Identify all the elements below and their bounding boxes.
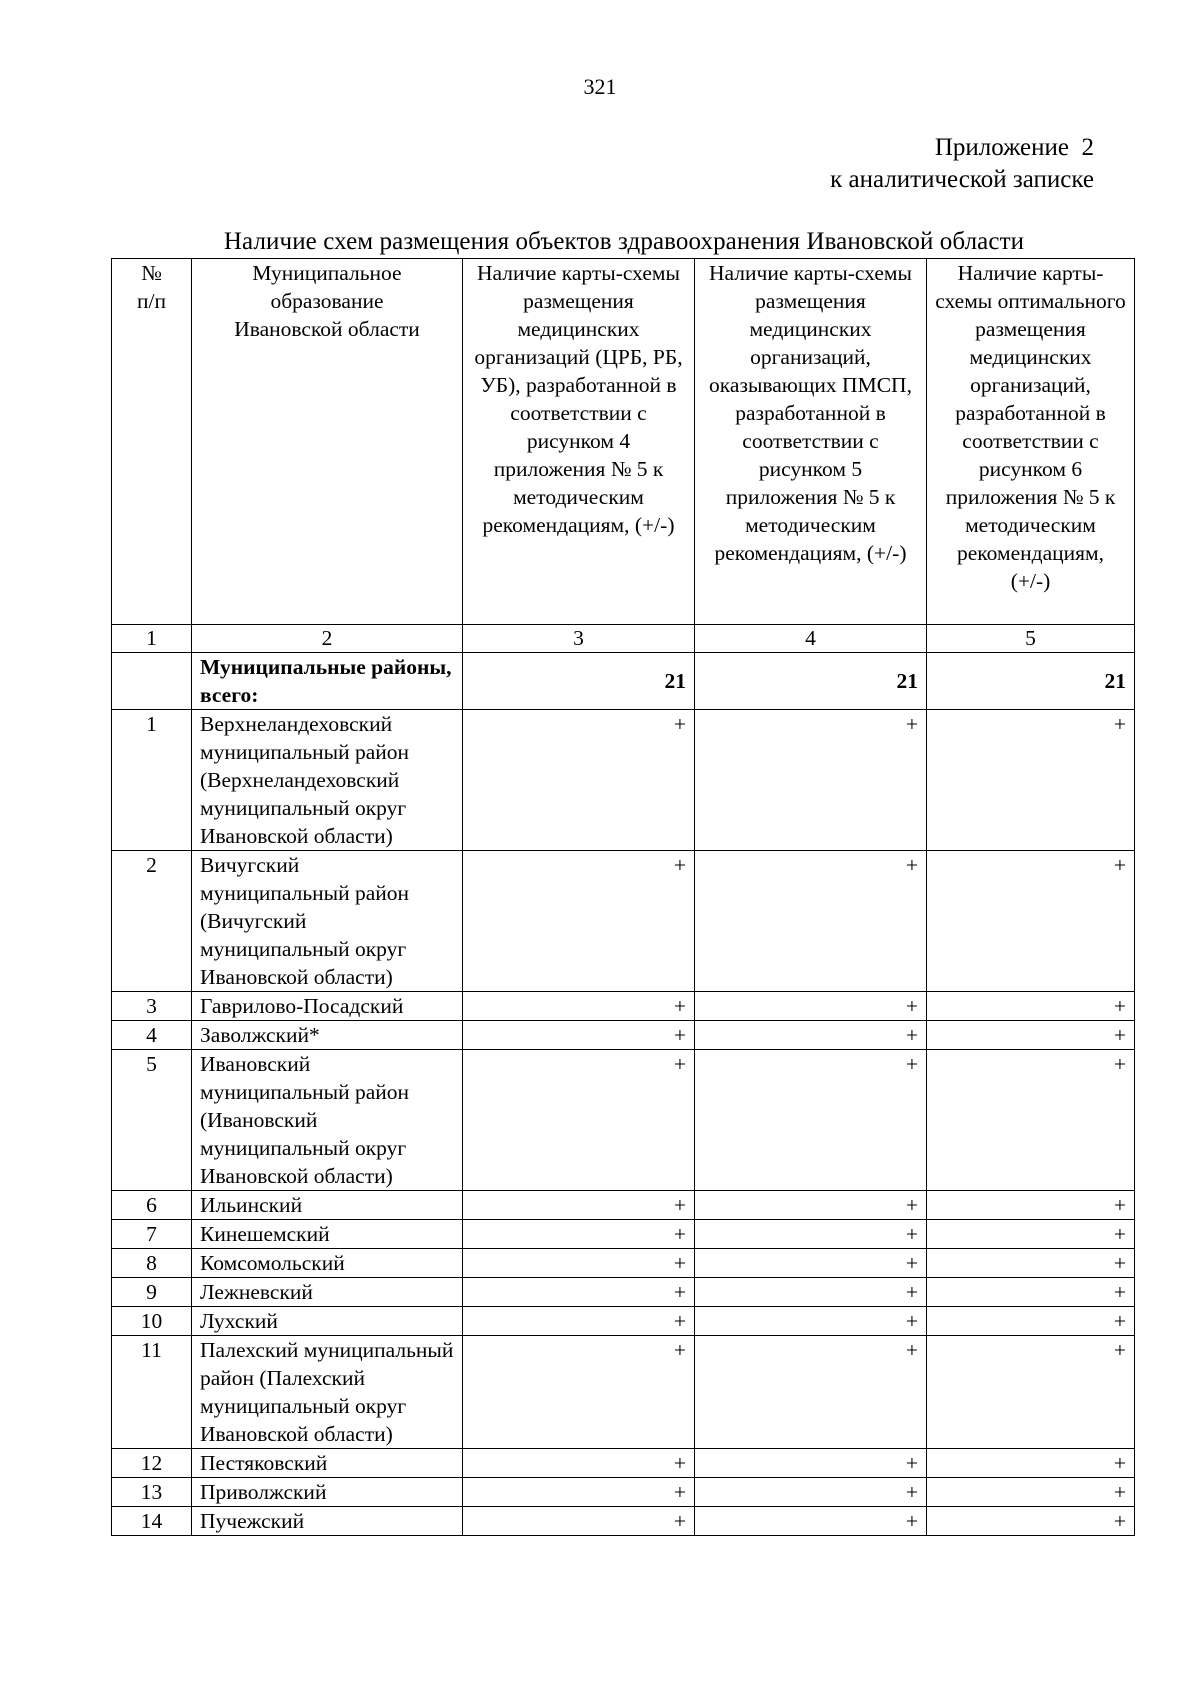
health-facilities-table (111, 258, 1135, 1536)
municipality-name: Палехский муниципальный район (Палехский муниципальный округ Ивановской области) (192, 1336, 463, 1449)
row-number: 6 (112, 1191, 192, 1220)
map-crb-mark: + (463, 1307, 695, 1336)
column-number: 5 (927, 625, 1135, 653)
page-number: 321 (583, 74, 617, 99)
municipality-name: Ивановский муниципальный район (Ивановский муниципальный округ Ивановской области) (192, 1050, 463, 1191)
table-row (112, 992, 1135, 1021)
map-optimal-mark: + (927, 1191, 1135, 1220)
table-row (112, 1278, 1135, 1307)
row-number: 1 (112, 710, 192, 851)
municipality-name: Гаврилово-Посадский (192, 992, 463, 1021)
map-crb-mark: + (463, 1449, 695, 1478)
row-number: 12 (112, 1449, 192, 1478)
total-number-cell (112, 653, 192, 710)
table-row (112, 1220, 1135, 1249)
table-row (112, 851, 1135, 992)
total-value: 21 (927, 653, 1135, 710)
municipality-name: Комсомольский (192, 1249, 463, 1278)
row-number: 11 (112, 1336, 192, 1449)
municipality-name: Вичугский муниципальный район (Вичугский муниципальный округ Ивановской области) (192, 851, 463, 992)
map-pmsp-mark: + (695, 1249, 927, 1278)
map-pmsp-mark: + (695, 1191, 927, 1220)
map-optimal-mark: + (927, 710, 1135, 851)
municipality-name: Лухский (192, 1307, 463, 1336)
municipality-name: Приволжский (192, 1478, 463, 1507)
map-optimal-mark: + (927, 1050, 1135, 1191)
row-number: 4 (112, 1021, 192, 1050)
map-optimal-mark: + (927, 1021, 1135, 1050)
map-crb-mark: + (463, 1249, 695, 1278)
document-title: Наличие схем размещения объектов здравоохранения Ивановской области (223, 228, 1025, 255)
map-pmsp-mark: + (695, 1449, 927, 1478)
map-pmsp-mark: + (695, 1478, 927, 1507)
map-pmsp-mark: + (695, 710, 927, 851)
column-number-row (112, 625, 1135, 653)
header-map-pmsp: Наличие карты-схемы размещения медицинских организаций, оказывающих ПМСП, разработанной в соответствии с рисунком 5 приложения № 5 к методическим рекомендациям, (+/-) (695, 259, 927, 625)
table-row (112, 1449, 1135, 1478)
total-value: 21 (695, 653, 927, 710)
appendix-line-1: Приложение 2 (934, 134, 1094, 161)
table-row (112, 1507, 1135, 1536)
map-optimal-mark: + (927, 851, 1135, 992)
row-number: 7 (112, 1220, 192, 1249)
row-number: 14 (112, 1507, 192, 1536)
table-row (112, 1307, 1135, 1336)
map-crb-mark: + (463, 992, 695, 1021)
table-row (112, 710, 1135, 851)
map-crb-mark: + (463, 1050, 695, 1191)
map-crb-mark: + (463, 1336, 695, 1449)
row-number: 3 (112, 992, 192, 1021)
municipality-name: Лежневский (192, 1278, 463, 1307)
table-row (112, 1191, 1135, 1220)
map-optimal-mark: + (927, 1220, 1135, 1249)
table-body (112, 259, 1135, 1536)
map-crb-mark: + (463, 1191, 695, 1220)
row-number: 13 (112, 1478, 192, 1507)
map-crb-mark: + (463, 1278, 695, 1307)
map-optimal-mark: + (927, 1507, 1135, 1536)
header-map-optimal: Наличие карты-схемы оптимального размещения медицинских организаций, разработанной в соответствии с рисунком 6 приложения № 5 к методическим рекомендациям, (+/-) (927, 259, 1135, 625)
map-optimal-mark: + (927, 1278, 1135, 1307)
map-crb-mark: + (463, 1478, 695, 1507)
map-crb-mark: + (463, 1220, 695, 1249)
map-optimal-mark: + (927, 992, 1135, 1021)
table-row (112, 1336, 1135, 1449)
row-number: 2 (112, 851, 192, 992)
municipality-name: Пестяковский (192, 1449, 463, 1478)
municipality-name: Заволжский* (192, 1021, 463, 1050)
table-row (112, 1050, 1135, 1191)
row-number: 8 (112, 1249, 192, 1278)
total-label: Муниципальные районы, всего: (192, 653, 463, 710)
map-optimal-mark: + (927, 1449, 1135, 1478)
total-value: 21 (463, 653, 695, 710)
map-optimal-mark: + (927, 1336, 1135, 1449)
column-number: 3 (463, 625, 695, 653)
table-header-row (112, 259, 1135, 625)
total-row (112, 653, 1135, 710)
map-crb-mark: + (463, 851, 695, 992)
table-row (112, 1478, 1135, 1507)
map-optimal-mark: + (927, 1307, 1135, 1336)
municipality-name: Ильинский (192, 1191, 463, 1220)
header-municipality: Муниципальное образование Ивановской области (192, 259, 463, 625)
map-pmsp-mark: + (695, 1507, 927, 1536)
header-map-crb: Наличие карты-схемы размещения медицинских организаций (ЦРБ, РБ, УБ), разработанной в соответствии с рисунком 4 приложения № 5 к методическим рекомендациям, (+/-) (463, 259, 695, 625)
municipality-name: Кинешемский (192, 1220, 463, 1249)
map-optimal-mark: + (927, 1478, 1135, 1507)
map-pmsp-mark: + (695, 1278, 927, 1307)
column-number: 1 (112, 625, 192, 653)
table-row (112, 1249, 1135, 1278)
appendix-line-2: к аналитической записке (830, 166, 1094, 193)
row-number: 5 (112, 1050, 192, 1191)
municipality-name: Пучежский (192, 1507, 463, 1536)
map-optimal-mark: + (927, 1249, 1135, 1278)
map-pmsp-mark: + (695, 1021, 927, 1050)
row-number: 9 (112, 1278, 192, 1307)
row-number: 10 (112, 1307, 192, 1336)
column-number: 2 (192, 625, 463, 653)
column-number: 4 (695, 625, 927, 653)
table-row (112, 1021, 1135, 1050)
header-number: № п/п (112, 259, 192, 625)
map-pmsp-mark: + (695, 1336, 927, 1449)
map-crb-mark: + (463, 1021, 695, 1050)
map-pmsp-mark: + (695, 1220, 927, 1249)
municipality-name: Верхнеландеховский муниципальный район (Верхнеландеховский муниципальный округ Ивановской области) (192, 710, 463, 851)
map-pmsp-mark: + (695, 1307, 927, 1336)
map-pmsp-mark: + (695, 851, 927, 992)
map-crb-mark: + (463, 1507, 695, 1536)
map-pmsp-mark: + (695, 1050, 927, 1191)
map-crb-mark: + (463, 710, 695, 851)
map-pmsp-mark: + (695, 992, 927, 1021)
appendix-note (830, 132, 1094, 196)
